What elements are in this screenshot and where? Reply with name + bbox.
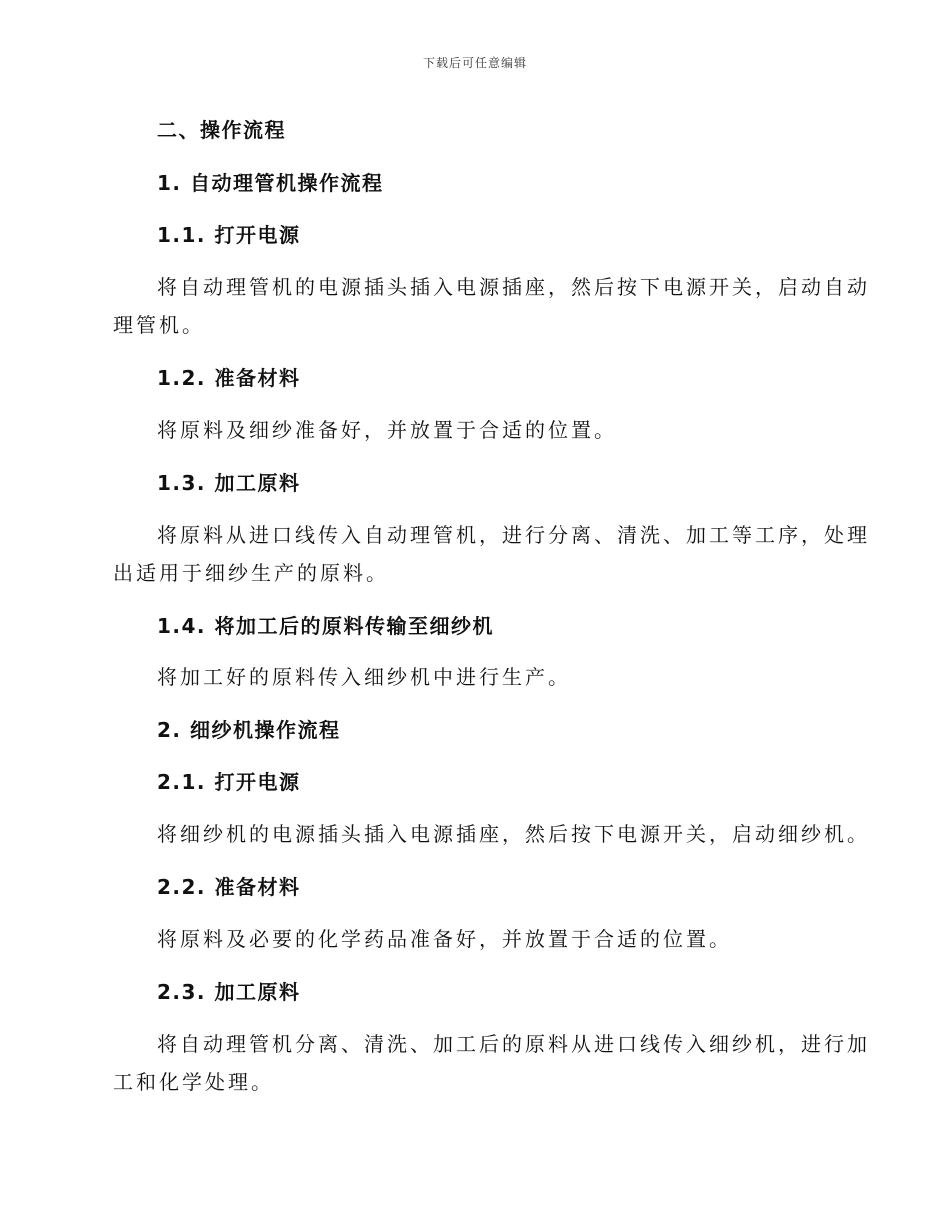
header-note: 下载后可任意编辑: [422, 56, 527, 70]
paragraph-line: 理管机。: [113, 313, 205, 337]
step-heading: 1.1. 打开电源: [157, 223, 301, 247]
paragraph-line: 将自动理管机的电源插头插入电源插座，然后按下电源开关，启动自动: [157, 275, 870, 299]
step-heading: 1.3. 加工原料: [157, 471, 301, 495]
step-heading: 2.3. 加工原料: [157, 980, 301, 1004]
subsection-heading: 2. 细纱机操作流程: [157, 718, 341, 742]
step-heading: 2.2. 准备材料: [157, 875, 301, 899]
paragraph-line: 将原料及必要的化学药品准备好，并放置于合适的位置。: [157, 927, 732, 951]
paragraph-line: 将原料从进口线传入自动理管机，进行分离、清洗、加工等工序，处理: [157, 523, 870, 547]
step-heading: 1.2. 准备材料: [157, 366, 301, 390]
paragraph-line: 出适用于细纱生产的原料。: [113, 561, 389, 585]
paragraph-line: 将原料及细纱准备好，并放置于合适的位置。: [157, 418, 617, 442]
section-heading: 二、操作流程: [157, 118, 286, 142]
paragraph-line: 将细纱机的电源插头插入电源插座，然后按下电源开关，启动细纱机。: [157, 822, 870, 846]
subsection-heading: 1. 自动理管机操作流程: [157, 171, 384, 195]
step-heading: 2.1. 打开电源: [157, 770, 301, 794]
paragraph-line: 将自动理管机分离、清洗、加工后的原料从进口线传入细纱机，进行加: [157, 1032, 870, 1056]
step-heading: 1.4. 将加工后的原料传输至细纱机: [157, 614, 494, 638]
paragraph-line: 将加工好的原料传入细纱机中进行生产。: [157, 665, 571, 689]
paragraph-line: 工和化学处理。: [113, 1070, 274, 1094]
